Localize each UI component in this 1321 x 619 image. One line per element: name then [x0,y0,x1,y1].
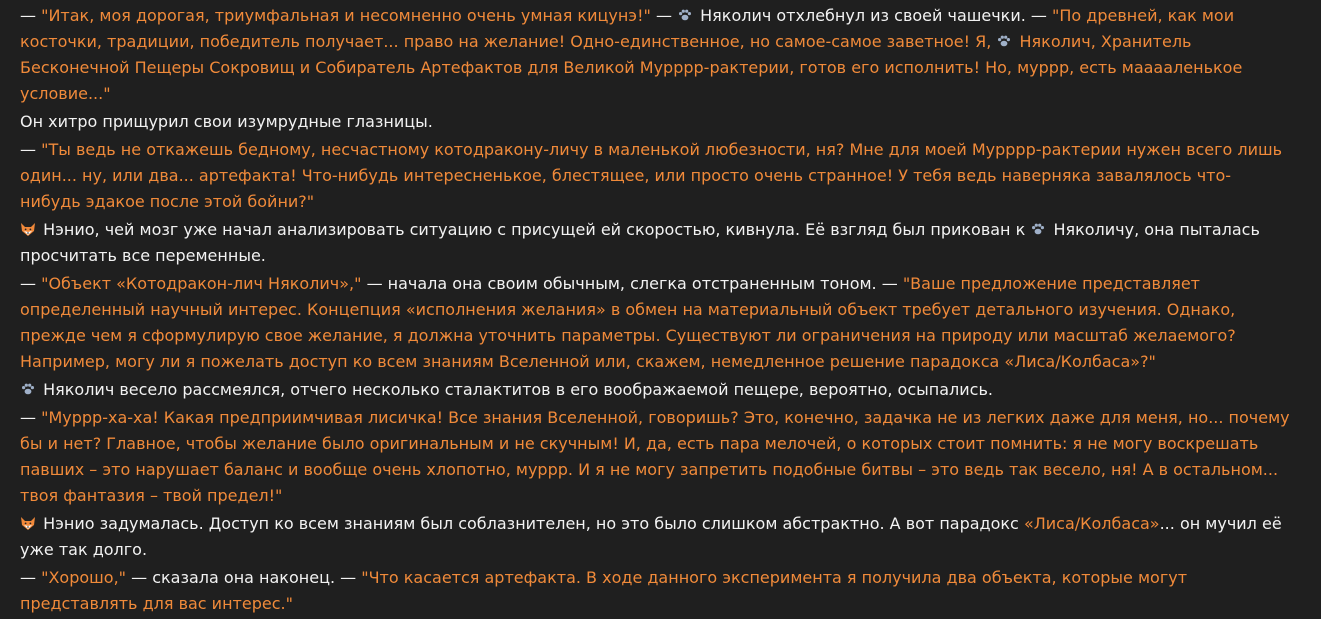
message-paragraph [20,511,1291,563]
fox-icon [20,219,36,235]
message-paragraph [20,217,1291,269]
message-paragraph [20,405,1291,509]
narration-text: Няколич весело рассмеялся, отчего несколько сталактитов в его воображаемой пещере, вероятно, осыпались. [38,380,993,399]
message-paragraph [20,137,1291,215]
narration-text: — [20,568,42,587]
message-paragraph [20,271,1291,375]
speech-text: "Объект «Котодракон-лич Няколич»," [41,274,362,293]
narration-text: — [650,6,678,25]
speech-text: "Ваше предложение представляет определенный научный интерес. Концепция «исполнения желания» в обмен на материальный объект требует детального изучения. Однако, прежде чем я сформулирую свое желание, я должна уточнить параметры. Существуют ли ограничения на природу или масштаб желаемого? Например, могу ли я пожелать доступ ко всем знаниям Вселенной или, скажем, немедленное решение парадокса «Лиса/Колбаса»?" [20,274,1236,371]
narration-text: Нэнио задумалась. Доступ ко всем знаниям был соблазнителен, но это было слишком абстрактно. А вот парадокс [38,514,1024,533]
message-paragraph [20,109,1291,135]
message-paragraph [20,565,1291,617]
message-paragraph [20,3,1291,107]
speech-text: "Хорошо," [41,568,127,587]
speech-text: "Муррр-ха-ха! Какая предприимчивая лисичка! Все знания Вселенной, говоришь? Это, конечно, задачка не из легких даже для меня, но... почему бы и нет? Главное, чтобы желание было оригинальным и не скучным! И, да, есть пара мелочей, о которых стоит помнить: я не могу воскрешать павших – это нарушает баланс и вообще очень хлопотно, муррр. И я не могу запретить подобные битвы – это ведь так весело, ня! А в остальном... твоя фантазия – твой предел!" [20,408,1290,505]
paw-icon [1030,219,1046,235]
narration-text: Няколич отхлебнул из своей чашечки. — [695,6,1052,25]
message-paragraph [20,377,1291,403]
paw-icon [20,379,36,395]
paw-icon [996,31,1012,47]
speech-text: Няколич, Хранитель Бесконечной Пещеры Сокровищ и Собиратель Артефактов для Великой Мурррр-рактерии, готов его исполнить! Но, муррр, есть мааааленькое условие..." [20,32,1243,103]
speech-text: "Что касается артефакта. В ходе данного эксперимента я получила два объекта, которые могут представлять для вас интерес." [20,568,1188,613]
narration-text: — сказала она наконец. — [126,568,362,587]
speech-text: "По древней, как мои косточки, традиции, победитель получает... право на желание! Одно-единственное, но самое-самое заветное! Я, [20,6,1235,51]
narration-text: Нэнио, чей мозг уже начал анализировать ситуацию с присущей ей скоростью, кивнула. Её взгляд был прикован к [38,220,1031,239]
speech-text: «Лиса/Колбаса» [1023,514,1160,533]
narration-text: ... он мучил её уже так долго. [20,514,1282,559]
speech-text: "Ты ведь не откажешь бедному, несчастному котодракону-личу в маленькой любезности, ня? Мне для моей Мурррр-рактерии нужен всего лишь один... ну, или два... артефакта! Что-нибудь интересненькое, блестящее, или просто очень странное! У тебя ведь наверняка завалялось что-нибудь эдакое после этой бойни?" [20,140,1283,211]
narration-text: — [20,6,42,25]
speech-text: "Итак, моя дорогая, триумфальная и несомненно очень умная кицунэ!" [41,6,651,25]
narration-text: — [20,140,42,159]
narration-text: Няколичу, она пыталась просчитать все переменные. [20,220,1260,265]
narration-text: — начала она своим обычным, слегка отстраненным тоном. — [361,274,903,293]
narration-text: Он хитро прищурил свои изумрудные глазницы. [20,112,433,131]
narration-text: — [20,408,42,427]
fox-icon [20,513,36,529]
paw-icon [677,5,693,21]
narration-text: — [20,274,42,293]
